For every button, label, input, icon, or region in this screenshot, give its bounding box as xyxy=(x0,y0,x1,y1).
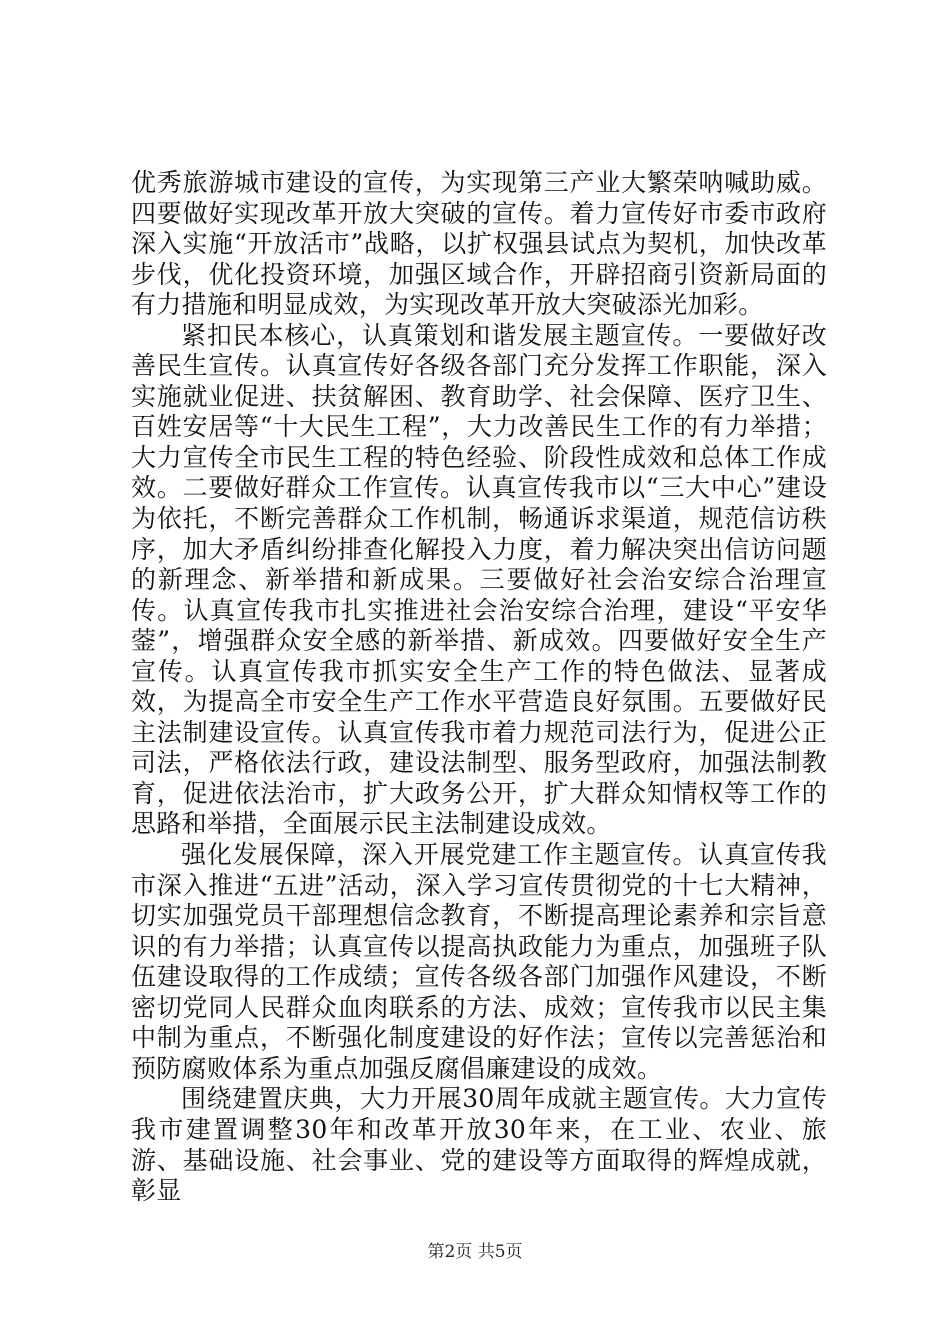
page-number-footer: 第2页 共5页 xyxy=(427,1242,523,1262)
body-text xyxy=(131,168,827,1207)
paragraph-3: 强化发展保障，深入开展党建工作主题宣传。认真宣传我市深入推进“五进”活动，深入学习宣传贯彻党的十七大精神，切实加强党员干部理想信念教育，不断提高理论素养和宗旨意识的有力举措；认真宣传以提高执政能力为重点，加强班子队伍建设取得的工作成绩；宣传各级各部门加强作风建设，不断密切党同人民群众血肉联系的方法、成效；宣传我市以民主集中制为重点，不断强化制度建设的好作法；宣传以完善惩治和预防腐败体系为重点加强反腐倡廉建设的成效。 xyxy=(131,840,827,1083)
paragraph-4: 围绕建置庆典，大力开展30周年成就主题宣传。大力宣传我市建置调整30年和改革开放30年来，在工业、农业、旅游、基础设施、社会事业、党的建设等方面取得的辉煌成就，彰显 xyxy=(131,1084,827,1206)
paragraph-2: 紧扣民本核心，认真策划和谐发展主题宣传。一要做好改善民生宣传。认真宣传好各级各部门充分发挥工作职能，深入实施就业促进、扶贫解困、教育助学、社会保障、医疗卫生、百姓安居等“十大民生工程”，大力改善民生工作的有力举措；大力宣传全市民生工程的特色经验、阶段性成效和总体工作成效。二要做好群众工作宣传。认真宣传我市以“三大中心”建设为依托，不断完善群众工作机制，畅通诉求渠道，规范信访秩序，加大矛盾纠纷排查化解投入力度，着力解决突出信访问题的新理念、新举措和新成果。三要做好社会治安综合治理宣传。认真宣传我市扎实推进社会治安综合治理，建设“平安华蓥”，增强群众安全感的新举措、新成效。四要做好安全生产宣传。认真宣传我市抓实安全生产工作的特色做法、显著成效，为提高全市安全生产工作水平营造良好氛围。五要做好民主法制建设宣传。认真宣传我市着力规范司法行为，促进公正司法，严格依法行政，建设法制型、服务型政府，加强法制教育，促进依法治市，扩大政务公开，扩大群众知情权等工作的思路和举措，全面展示民主法制建设成效。 xyxy=(131,320,827,839)
paragraph-1: 优秀旅游城市建设的宣传，为实现第三产业大繁荣呐喊助威。四要做好实现改革开放大突破的宣传。着力宣传好市委市政府深入实施“开放活市”战略，以扩权强县试点为契机，加快改革步伐，优化投资环境，加强区域合作，开辟招商引资新局面的有力措施和明显成效，为实现改革开放大突破添光加彩。 xyxy=(131,168,827,320)
